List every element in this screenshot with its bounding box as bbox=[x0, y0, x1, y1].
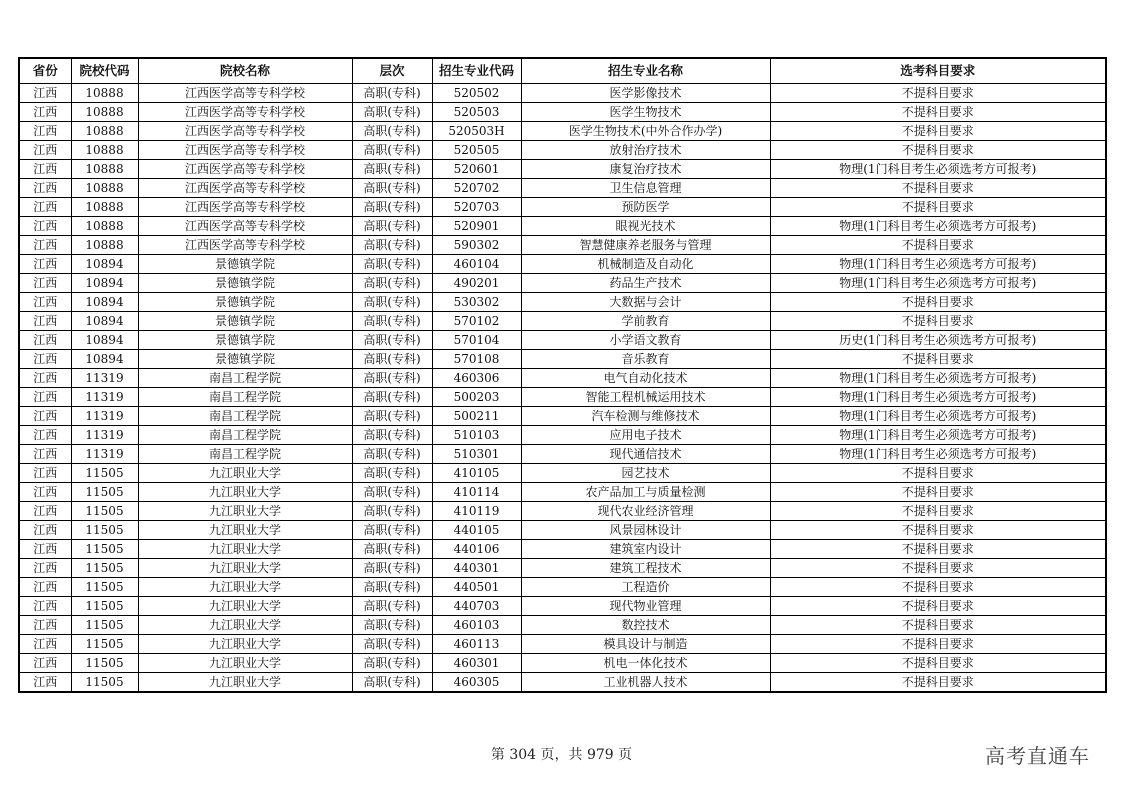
cell-subject-requirement: 不提科目要求 bbox=[770, 198, 1106, 217]
table-row bbox=[19, 84, 1106, 103]
cell-major-code: 490201 bbox=[432, 274, 521, 293]
cell-school-name: 九江职业大学 bbox=[138, 521, 352, 540]
cell-school-code: 11319 bbox=[71, 426, 138, 445]
cell-level: 高职(专科) bbox=[352, 255, 432, 274]
table-row bbox=[19, 198, 1106, 217]
cell-school-name: 江西医学高等专科学校 bbox=[138, 141, 352, 160]
cell-school-code: 10894 bbox=[71, 293, 138, 312]
cell-school-code: 10888 bbox=[71, 217, 138, 236]
col-header-province: 省份 bbox=[19, 58, 71, 84]
cell-level: 高职(专科) bbox=[352, 426, 432, 445]
cell-school-name: 九江职业大学 bbox=[138, 616, 352, 635]
cell-major-name: 工程造价 bbox=[521, 578, 770, 597]
cell-province: 江西 bbox=[19, 635, 71, 654]
cell-province: 江西 bbox=[19, 521, 71, 540]
col-header-level: 层次 bbox=[352, 58, 432, 84]
cell-level: 高职(专科) bbox=[352, 217, 432, 236]
cell-school-code: 11505 bbox=[71, 521, 138, 540]
cell-major-name: 大数据与会计 bbox=[521, 293, 770, 312]
table-row bbox=[19, 654, 1106, 673]
cell-major-name: 建筑工程技术 bbox=[521, 559, 770, 578]
cell-school-code: 11505 bbox=[71, 540, 138, 559]
table-row bbox=[19, 388, 1106, 407]
cell-subject-requirement: 不提科目要求 bbox=[770, 578, 1106, 597]
cell-level: 高职(专科) bbox=[352, 369, 432, 388]
cell-subject-requirement: 不提科目要求 bbox=[770, 84, 1106, 103]
cell-major-name: 模具设计与制造 bbox=[521, 635, 770, 654]
cell-major-name: 电气自动化技术 bbox=[521, 369, 770, 388]
cell-subject-requirement: 不提科目要求 bbox=[770, 654, 1106, 673]
cell-major-code: 410114 bbox=[432, 483, 521, 502]
cell-major-name: 医学生物技术(中外合作办学) bbox=[521, 122, 770, 141]
col-header-subject-requirement: 选考科目要求 bbox=[770, 58, 1106, 84]
cell-province: 江西 bbox=[19, 578, 71, 597]
cell-subject-requirement: 历史(1门科目考生必须选考方可报考) bbox=[770, 331, 1106, 350]
col-header-school-code: 院校代码 bbox=[71, 58, 138, 84]
table-row bbox=[19, 274, 1106, 293]
cell-province: 江西 bbox=[19, 616, 71, 635]
cell-school-name: 江西医学高等专科学校 bbox=[138, 103, 352, 122]
cell-level: 高职(专科) bbox=[352, 578, 432, 597]
cell-major-code: 460113 bbox=[432, 635, 521, 654]
cell-major-code: 500211 bbox=[432, 407, 521, 426]
cell-province: 江西 bbox=[19, 179, 71, 198]
cell-major-name: 智慧健康养老服务与管理 bbox=[521, 236, 770, 255]
table-row bbox=[19, 540, 1106, 559]
cell-province: 江西 bbox=[19, 331, 71, 350]
cell-level: 高职(专科) bbox=[352, 198, 432, 217]
cell-major-code: 410105 bbox=[432, 464, 521, 483]
cell-school-code: 10888 bbox=[71, 122, 138, 141]
cell-subject-requirement: 不提科目要求 bbox=[770, 350, 1106, 369]
cell-school-code: 11319 bbox=[71, 445, 138, 464]
cell-level: 高职(专科) bbox=[352, 540, 432, 559]
table-row bbox=[19, 236, 1106, 255]
cell-school-code: 10888 bbox=[71, 179, 138, 198]
table-row bbox=[19, 312, 1106, 331]
table-row bbox=[19, 141, 1106, 160]
cell-level: 高职(专科) bbox=[352, 502, 432, 521]
cell-major-code: 530302 bbox=[432, 293, 521, 312]
cell-major-name: 现代物业管理 bbox=[521, 597, 770, 616]
cell-province: 江西 bbox=[19, 673, 71, 693]
cell-major-name: 农产品加工与质量检测 bbox=[521, 483, 770, 502]
cell-level: 高职(专科) bbox=[352, 521, 432, 540]
table-row bbox=[19, 255, 1106, 274]
cell-province: 江西 bbox=[19, 559, 71, 578]
cell-level: 高职(专科) bbox=[352, 388, 432, 407]
cell-level: 高职(专科) bbox=[352, 654, 432, 673]
cell-school-code: 10888 bbox=[71, 84, 138, 103]
cell-school-code: 11505 bbox=[71, 597, 138, 616]
table-row bbox=[19, 293, 1106, 312]
cell-province: 江西 bbox=[19, 217, 71, 236]
cell-major-code: 520702 bbox=[432, 179, 521, 198]
cell-subject-requirement: 不提科目要求 bbox=[770, 464, 1106, 483]
cell-subject-requirement: 物理(1门科目考生必须选考方可报考) bbox=[770, 369, 1106, 388]
cell-level: 高职(专科) bbox=[352, 179, 432, 198]
cell-province: 江西 bbox=[19, 122, 71, 141]
cell-subject-requirement: 不提科目要求 bbox=[770, 502, 1106, 521]
cell-school-code: 11505 bbox=[71, 673, 138, 693]
cell-major-code: 440106 bbox=[432, 540, 521, 559]
cell-province: 江西 bbox=[19, 198, 71, 217]
cell-subject-requirement: 物理(1门科目考生必须选考方可报考) bbox=[770, 217, 1106, 236]
cell-province: 江西 bbox=[19, 426, 71, 445]
cell-major-name: 工业机器人技术 bbox=[521, 673, 770, 693]
cell-major-name: 园艺技术 bbox=[521, 464, 770, 483]
cell-level: 高职(专科) bbox=[352, 103, 432, 122]
cell-major-name: 学前教育 bbox=[521, 312, 770, 331]
table-row bbox=[19, 502, 1106, 521]
cell-major-code: 460103 bbox=[432, 616, 521, 635]
cell-major-code: 440501 bbox=[432, 578, 521, 597]
table-header-row bbox=[19, 58, 1106, 84]
cell-subject-requirement: 物理(1门科目考生必须选考方可报考) bbox=[770, 426, 1106, 445]
cell-school-name: 九江职业大学 bbox=[138, 464, 352, 483]
table-body bbox=[19, 84, 1106, 693]
cell-subject-requirement: 不提科目要求 bbox=[770, 635, 1106, 654]
page-number: 第 304 页，共 979 页 bbox=[490, 747, 633, 763]
table-row bbox=[19, 578, 1106, 597]
cell-school-name: 景德镇学院 bbox=[138, 331, 352, 350]
cell-major-name: 预防医学 bbox=[521, 198, 770, 217]
cell-major-code: 440301 bbox=[432, 559, 521, 578]
cell-school-code: 10894 bbox=[71, 350, 138, 369]
cell-school-name: 景德镇学院 bbox=[138, 350, 352, 369]
cell-school-code: 11319 bbox=[71, 369, 138, 388]
cell-subject-requirement: 不提科目要求 bbox=[770, 559, 1106, 578]
cell-school-name: 九江职业大学 bbox=[138, 673, 352, 693]
cell-level: 高职(专科) bbox=[352, 616, 432, 635]
cell-subject-requirement: 不提科目要求 bbox=[770, 616, 1106, 635]
cell-school-code: 11505 bbox=[71, 483, 138, 502]
cell-province: 江西 bbox=[19, 255, 71, 274]
col-header-school-name: 院校名称 bbox=[138, 58, 352, 84]
table-row bbox=[19, 122, 1106, 141]
cell-subject-requirement: 不提科目要求 bbox=[770, 236, 1106, 255]
cell-major-name: 应用电子技术 bbox=[521, 426, 770, 445]
cell-major-code: 460306 bbox=[432, 369, 521, 388]
cell-subject-requirement: 不提科目要求 bbox=[770, 293, 1106, 312]
cell-subject-requirement: 不提科目要求 bbox=[770, 597, 1106, 616]
cell-major-code: 520503H bbox=[432, 122, 521, 141]
cell-school-name: 九江职业大学 bbox=[138, 483, 352, 502]
cell-school-name: 江西医学高等专科学校 bbox=[138, 179, 352, 198]
table-row bbox=[19, 521, 1106, 540]
table-row bbox=[19, 160, 1106, 179]
admissions-table bbox=[18, 57, 1107, 693]
cell-level: 高职(专科) bbox=[352, 635, 432, 654]
table-row bbox=[19, 483, 1106, 502]
cell-level: 高职(专科) bbox=[352, 673, 432, 693]
cell-province: 江西 bbox=[19, 236, 71, 255]
table-row bbox=[19, 426, 1106, 445]
cell-major-code: 570108 bbox=[432, 350, 521, 369]
cell-school-code: 11505 bbox=[71, 578, 138, 597]
cell-school-code: 11505 bbox=[71, 616, 138, 635]
cell-major-name: 现代通信技术 bbox=[521, 445, 770, 464]
cell-major-name: 现代农业经济管理 bbox=[521, 502, 770, 521]
cell-subject-requirement: 不提科目要求 bbox=[770, 141, 1106, 160]
cell-school-code: 11319 bbox=[71, 407, 138, 426]
cell-school-name: 九江职业大学 bbox=[138, 654, 352, 673]
cell-school-code: 11319 bbox=[71, 388, 138, 407]
cell-school-name: 九江职业大学 bbox=[138, 502, 352, 521]
cell-major-name: 智能工程机械运用技术 bbox=[521, 388, 770, 407]
cell-level: 高职(专科) bbox=[352, 312, 432, 331]
cell-province: 江西 bbox=[19, 103, 71, 122]
cell-school-name: 景德镇学院 bbox=[138, 293, 352, 312]
cell-province: 江西 bbox=[19, 388, 71, 407]
cell-subject-requirement: 不提科目要求 bbox=[770, 540, 1106, 559]
cell-major-code: 570104 bbox=[432, 331, 521, 350]
cell-province: 江西 bbox=[19, 293, 71, 312]
cell-level: 高职(专科) bbox=[352, 597, 432, 616]
table-row bbox=[19, 407, 1106, 426]
table-row bbox=[19, 217, 1106, 236]
cell-school-name: 江西医学高等专科学校 bbox=[138, 236, 352, 255]
cell-province: 江西 bbox=[19, 654, 71, 673]
table-row bbox=[19, 350, 1106, 369]
cell-major-name: 卫生信息管理 bbox=[521, 179, 770, 198]
cell-level: 高职(专科) bbox=[352, 141, 432, 160]
table-row bbox=[19, 179, 1106, 198]
cell-major-code: 520601 bbox=[432, 160, 521, 179]
cell-level: 高职(专科) bbox=[352, 445, 432, 464]
cell-school-code: 11505 bbox=[71, 654, 138, 673]
cell-school-name: 景德镇学院 bbox=[138, 312, 352, 331]
cell-subject-requirement: 不提科目要求 bbox=[770, 521, 1106, 540]
cell-major-name: 康复治疗技术 bbox=[521, 160, 770, 179]
cell-level: 高职(专科) bbox=[352, 407, 432, 426]
cell-province: 江西 bbox=[19, 160, 71, 179]
cell-major-name: 机电一体化技术 bbox=[521, 654, 770, 673]
cell-major-code: 520502 bbox=[432, 84, 521, 103]
cell-major-name: 放射治疗技术 bbox=[521, 141, 770, 160]
cell-major-code: 460301 bbox=[432, 654, 521, 673]
cell-major-code: 440703 bbox=[432, 597, 521, 616]
cell-major-name: 药品生产技术 bbox=[521, 274, 770, 293]
cell-level: 高职(专科) bbox=[352, 350, 432, 369]
cell-major-code: 510301 bbox=[432, 445, 521, 464]
cell-subject-requirement: 不提科目要求 bbox=[770, 179, 1106, 198]
cell-province: 江西 bbox=[19, 540, 71, 559]
cell-subject-requirement: 物理(1门科目考生必须选考方可报考) bbox=[770, 274, 1106, 293]
cell-school-name: 南昌工程学院 bbox=[138, 369, 352, 388]
cell-province: 江西 bbox=[19, 350, 71, 369]
cell-school-code: 11505 bbox=[71, 502, 138, 521]
cell-level: 高职(专科) bbox=[352, 559, 432, 578]
cell-major-name: 小学语文教育 bbox=[521, 331, 770, 350]
cell-level: 高职(专科) bbox=[352, 236, 432, 255]
cell-school-name: 九江职业大学 bbox=[138, 635, 352, 654]
cell-school-name: 南昌工程学院 bbox=[138, 388, 352, 407]
cell-school-name: 九江职业大学 bbox=[138, 540, 352, 559]
table-row bbox=[19, 616, 1106, 635]
cell-major-name: 医学生物技术 bbox=[521, 103, 770, 122]
cell-school-name: 景德镇学院 bbox=[138, 255, 352, 274]
cell-major-name: 机械制造及自动化 bbox=[521, 255, 770, 274]
cell-major-code: 460305 bbox=[432, 673, 521, 693]
cell-province: 江西 bbox=[19, 369, 71, 388]
cell-major-code: 520505 bbox=[432, 141, 521, 160]
cell-school-name: 江西医学高等专科学校 bbox=[138, 84, 352, 103]
col-header-major-code: 招生专业代码 bbox=[432, 58, 521, 84]
cell-school-name: 江西医学高等专科学校 bbox=[138, 198, 352, 217]
cell-major-name: 风景园林设计 bbox=[521, 521, 770, 540]
cell-major-name: 汽车检测与维修技术 bbox=[521, 407, 770, 426]
cell-major-code: 410119 bbox=[432, 502, 521, 521]
col-header-major-name: 招生专业名称 bbox=[521, 58, 770, 84]
cell-level: 高职(专科) bbox=[352, 293, 432, 312]
table-row bbox=[19, 464, 1106, 483]
cell-school-code: 10894 bbox=[71, 331, 138, 350]
table-row bbox=[19, 445, 1106, 464]
cell-province: 江西 bbox=[19, 84, 71, 103]
cell-subject-requirement: 不提科目要求 bbox=[770, 122, 1106, 141]
cell-major-name: 数控技术 bbox=[521, 616, 770, 635]
cell-school-name: 南昌工程学院 bbox=[138, 445, 352, 464]
cell-major-code: 520901 bbox=[432, 217, 521, 236]
cell-major-code: 520503 bbox=[432, 103, 521, 122]
table-row bbox=[19, 559, 1106, 578]
cell-school-code: 10888 bbox=[71, 198, 138, 217]
cell-school-code: 11505 bbox=[71, 559, 138, 578]
cell-province: 江西 bbox=[19, 141, 71, 160]
table-row bbox=[19, 369, 1106, 388]
cell-province: 江西 bbox=[19, 445, 71, 464]
cell-major-code: 570102 bbox=[432, 312, 521, 331]
cell-school-name: 江西医学高等专科学校 bbox=[138, 160, 352, 179]
cell-school-code: 10888 bbox=[71, 160, 138, 179]
cell-school-code: 10894 bbox=[71, 274, 138, 293]
cell-school-code: 11505 bbox=[71, 635, 138, 654]
cell-subject-requirement: 物理(1门科目考生必须选考方可报考) bbox=[770, 160, 1106, 179]
table-row bbox=[19, 331, 1106, 350]
cell-level: 高职(专科) bbox=[352, 84, 432, 103]
cell-level: 高职(专科) bbox=[352, 331, 432, 350]
cell-province: 江西 bbox=[19, 597, 71, 616]
watermark-logo: 高考直通车 bbox=[985, 744, 1090, 768]
cell-subject-requirement: 物理(1门科目考生必须选考方可报考) bbox=[770, 255, 1106, 274]
cell-province: 江西 bbox=[19, 407, 71, 426]
cell-subject-requirement: 物理(1门科目考生必须选考方可报考) bbox=[770, 407, 1106, 426]
cell-school-code: 10888 bbox=[71, 236, 138, 255]
cell-level: 高职(专科) bbox=[352, 464, 432, 483]
cell-school-code: 11505 bbox=[71, 464, 138, 483]
cell-major-name: 音乐教育 bbox=[521, 350, 770, 369]
cell-subject-requirement: 不提科目要求 bbox=[770, 673, 1106, 693]
table-row bbox=[19, 635, 1106, 654]
cell-school-name: 江西医学高等专科学校 bbox=[138, 217, 352, 236]
cell-school-name: 九江职业大学 bbox=[138, 597, 352, 616]
cell-major-code: 460104 bbox=[432, 255, 521, 274]
cell-major-name: 眼视光技术 bbox=[521, 217, 770, 236]
cell-school-name: 南昌工程学院 bbox=[138, 426, 352, 445]
table-row bbox=[19, 597, 1106, 616]
cell-major-code: 500203 bbox=[432, 388, 521, 407]
cell-province: 江西 bbox=[19, 483, 71, 502]
cell-school-name: 南昌工程学院 bbox=[138, 407, 352, 426]
cell-school-code: 10888 bbox=[71, 141, 138, 160]
cell-province: 江西 bbox=[19, 274, 71, 293]
cell-subject-requirement: 不提科目要求 bbox=[770, 312, 1106, 331]
cell-major-name: 医学影像技术 bbox=[521, 84, 770, 103]
cell-major-name: 建筑室内设计 bbox=[521, 540, 770, 559]
cell-level: 高职(专科) bbox=[352, 122, 432, 141]
table-row bbox=[19, 103, 1106, 122]
cell-subject-requirement: 不提科目要求 bbox=[770, 103, 1106, 122]
table-row bbox=[19, 673, 1106, 693]
cell-school-name: 九江职业大学 bbox=[138, 578, 352, 597]
cell-school-name: 景德镇学院 bbox=[138, 274, 352, 293]
cell-subject-requirement: 物理(1门科目考生必须选考方可报考) bbox=[770, 445, 1106, 464]
cell-level: 高职(专科) bbox=[352, 483, 432, 502]
cell-major-code: 510103 bbox=[432, 426, 521, 445]
cell-school-code: 10894 bbox=[71, 255, 138, 274]
cell-province: 江西 bbox=[19, 502, 71, 521]
cell-major-code: 520703 bbox=[432, 198, 521, 217]
cell-level: 高职(专科) bbox=[352, 160, 432, 179]
cell-school-code: 10888 bbox=[71, 103, 138, 122]
cell-level: 高职(专科) bbox=[352, 274, 432, 293]
cell-province: 江西 bbox=[19, 312, 71, 331]
cell-school-name: 九江职业大学 bbox=[138, 559, 352, 578]
cell-school-name: 江西医学高等专科学校 bbox=[138, 122, 352, 141]
cell-subject-requirement: 物理(1门科目考生必须选考方可报考) bbox=[770, 388, 1106, 407]
cell-subject-requirement: 不提科目要求 bbox=[770, 483, 1106, 502]
cell-province: 江西 bbox=[19, 464, 71, 483]
cell-major-code: 590302 bbox=[432, 236, 521, 255]
cell-major-code: 440105 bbox=[432, 521, 521, 540]
cell-school-code: 10894 bbox=[71, 312, 138, 331]
